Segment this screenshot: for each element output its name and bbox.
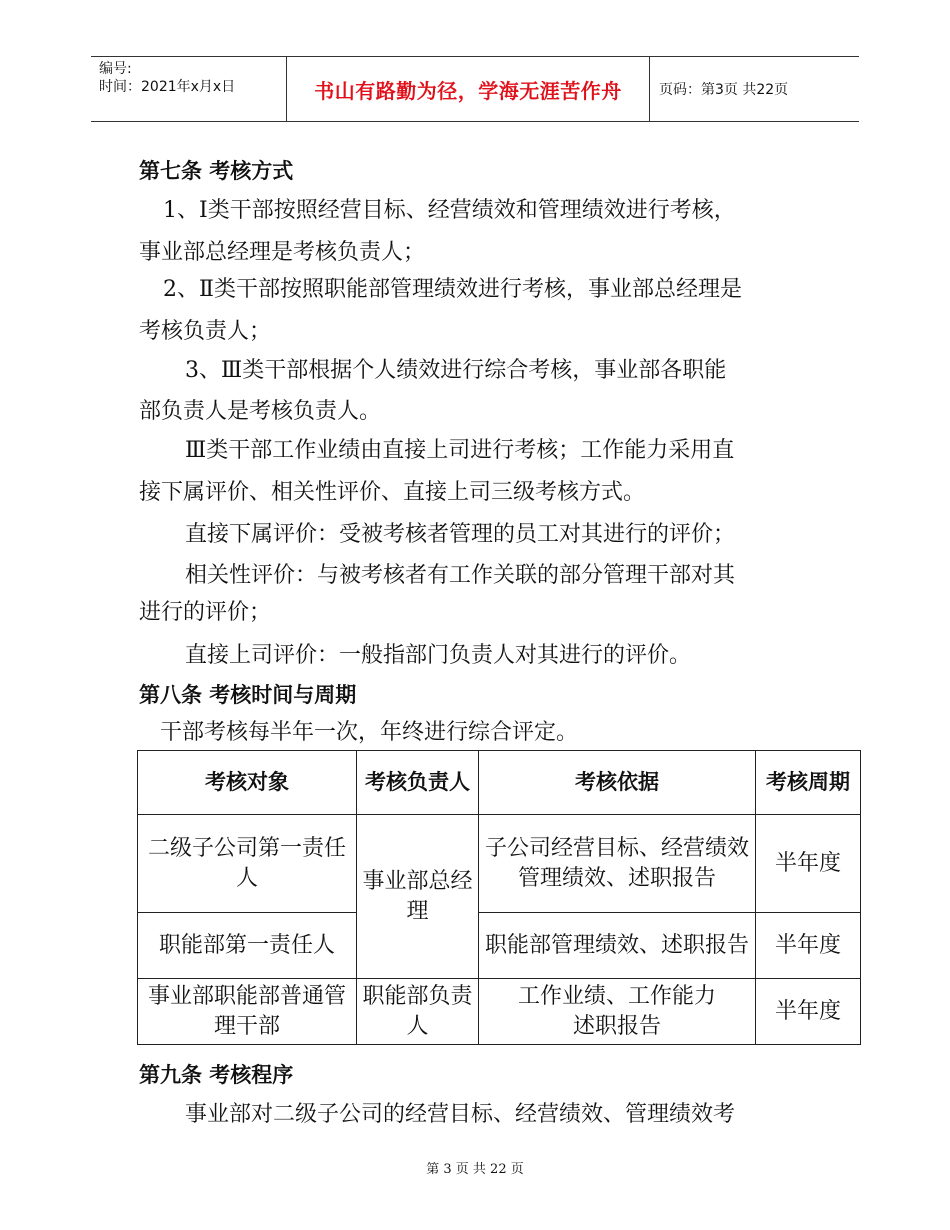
serial-label: 编号: <box>99 61 132 77</box>
article-9-heading: 第九条 考核程序 <box>139 1063 294 1087</box>
table-cell: 职能部第一责任人 <box>138 913 357 979</box>
table-cell <box>479 979 756 1045</box>
header-meta <box>91 57 286 121</box>
table-cell: 半年度 <box>756 979 861 1045</box>
table-cell: 半年度 <box>756 815 861 913</box>
cell-line: 子公司经营目标、经营绩效 <box>484 835 749 861</box>
paragraph-line: 2、Ⅱ类干部按照职能部管理绩效进行考核，事业部总经理是 <box>163 277 742 302</box>
table-cell <box>479 815 756 913</box>
table-row <box>138 913 861 979</box>
column-header: 考核负责人 <box>357 751 479 815</box>
cell-line: 工作业绩、工作能力 <box>517 983 716 1009</box>
paragraph-line: 1、Ⅰ类干部按照经营目标、经营绩效和管理绩效进行考核， <box>163 198 736 223</box>
paragraph-line: 部负责人是考核负责人。 <box>139 399 382 424</box>
paragraph-line: 考核负责人； <box>139 319 272 344</box>
article-8-heading: 第八条 考核时间与周期 <box>139 683 357 707</box>
header-motto: 书山有路勤为径，学海无涯苦作舟 <box>314 78 622 103</box>
table-cell: 职能部负责人 <box>357 979 479 1045</box>
table-row <box>138 815 861 913</box>
paragraph-line: 相关性评价：与被考核者有工作关联的部分管理干部对其 <box>185 563 736 588</box>
column-header: 考核依据 <box>479 751 756 815</box>
table-row <box>138 979 861 1045</box>
table-cell: 事业部总经理 <box>357 815 479 979</box>
header-divider <box>649 57 650 121</box>
paragraph-line: 事业部总经理是考核负责人； <box>139 240 426 265</box>
page-header <box>91 56 859 122</box>
article-7-heading: 第七条 考核方式 <box>139 159 294 183</box>
paragraph-line: 3、Ⅲ类干部根据个人绩效进行综合考核，事业部各职能 <box>185 358 727 383</box>
paragraph-line: 进行的评价； <box>139 600 272 625</box>
paragraph-line: 直接下属评价：受被考核者管理的员工对其进行的评价； <box>185 522 736 547</box>
cell-line: 述职报告 <box>572 1013 661 1039</box>
table-cell: 半年度 <box>756 913 861 979</box>
paragraph-line: 直接上司评价：一般指部门负责人对其进行的评价。 <box>185 643 692 668</box>
assessment-table <box>137 750 861 1045</box>
table-cell: 事业部职能部普通管理干部 <box>138 979 357 1045</box>
paragraph-line: 接下属评价、相关性评价、直接上司三级考核方式。 <box>139 480 646 505</box>
cell-line: 管理绩效、述职报告 <box>517 865 716 891</box>
paragraph-line: 干部考核每半年一次，年终进行综合评定。 <box>160 720 579 745</box>
paragraph-line: 事业部对二级子公司的经营目标、经营绩效、管理绩效考 <box>185 1102 736 1127</box>
table-cell: 二级子公司第一责任人 <box>138 815 357 913</box>
paragraph-line: Ⅲ类干部工作业绩由直接上司进行考核；工作能力采用直 <box>185 438 735 463</box>
header-page-info: 页码：第3页 共22页 <box>659 82 789 98</box>
column-header: 考核对象 <box>138 751 357 815</box>
time-label: 时间：2021年x月x日 <box>99 79 236 95</box>
table-cell: 职能部管理绩效、述职报告 <box>479 913 756 979</box>
table-header-row <box>138 751 861 815</box>
column-header: 考核周期 <box>756 751 861 815</box>
page-footer: 第 3 页 共 22 页 <box>426 1162 524 1177</box>
